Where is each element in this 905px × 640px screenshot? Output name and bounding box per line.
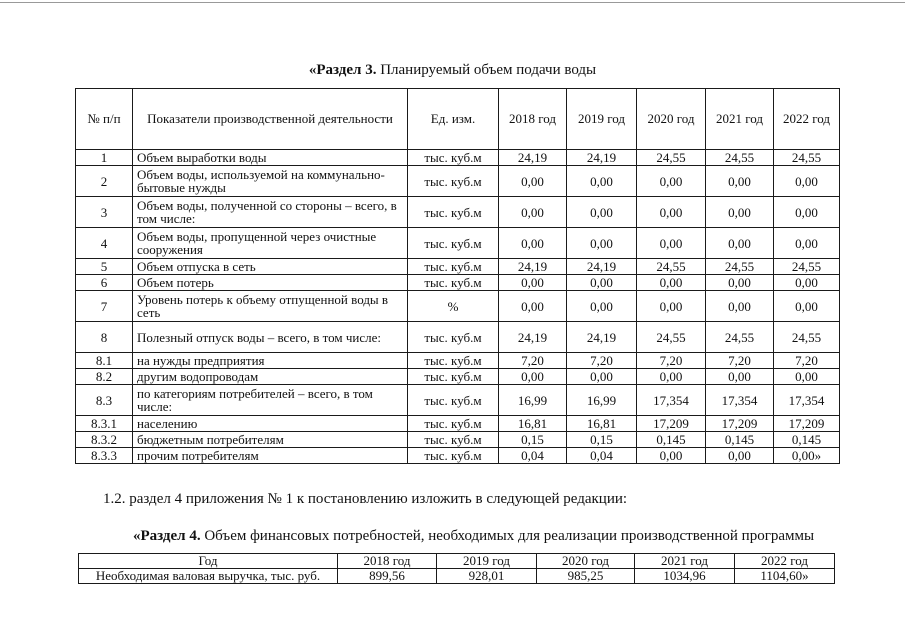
value-cell: 17,209 (774, 416, 840, 432)
unit-cell: тыс. куб.м (408, 432, 499, 448)
table-row (76, 259, 840, 275)
row-number: 6 (76, 275, 133, 291)
section-3-title-bold: «Раздел 3. (308, 62, 377, 78)
table-row (76, 228, 840, 259)
value-cell: 0,00 (706, 197, 774, 228)
value-cell: 0,00 (774, 275, 840, 291)
row-number: 8 (76, 322, 133, 353)
value-cell: 24,55 (706, 150, 774, 166)
water-supply-table (75, 88, 840, 464)
table-header-row (79, 554, 835, 569)
column-header: 2022 год (774, 89, 840, 150)
financial-needs-table (78, 553, 835, 584)
row-number: 5 (76, 259, 133, 275)
value-cell: 7,20 (499, 353, 567, 369)
column-header: 2020 год (637, 89, 706, 150)
row-number: 8.3.1 (76, 416, 133, 432)
value-cell: 17,209 (706, 416, 774, 432)
value-cell: 0,04 (567, 448, 637, 464)
indicator-name: Объем потерь (133, 275, 408, 291)
column-header: 2021 год (635, 554, 735, 569)
column-header: 2022 год (735, 554, 835, 569)
row-number: 8.3 (76, 385, 133, 416)
unit-cell: тыс. куб.м (408, 166, 499, 197)
table-row (76, 166, 840, 197)
row-number: 3 (76, 197, 133, 228)
value-cell: 0,00 (706, 291, 774, 322)
value-cell: 17,354 (774, 385, 840, 416)
value-cell: 24,19 (499, 322, 567, 353)
column-header: 2020 год (537, 554, 635, 569)
row-number: 8.3.2 (76, 432, 133, 448)
row-number: 7 (76, 291, 133, 322)
value-cell: 0,00 (637, 291, 706, 322)
value-cell: 0,00 (567, 275, 637, 291)
value-cell: 17,354 (706, 385, 774, 416)
value-cell: 24,55 (706, 322, 774, 353)
indicator-name: по категориям потребителей – всего, в том числе: (133, 385, 408, 416)
value-cell: 24,19 (499, 259, 567, 275)
indicator-name: Полезный отпуск воды – всего, в том числе: (133, 322, 408, 353)
column-header: 2018 год (338, 554, 437, 569)
value-cell: 24,19 (567, 322, 637, 353)
unit-cell: тыс. куб.м (408, 448, 499, 464)
unit-cell: тыс. куб.м (408, 228, 499, 259)
unit-cell: тыс. куб.м (408, 416, 499, 432)
value-cell: 0,145 (637, 432, 706, 448)
indicator-name: Объем выработки воды (133, 150, 408, 166)
value-cell: 0,00 (637, 228, 706, 259)
column-header: Ед. изм. (408, 89, 499, 150)
value-cell: 0,145 (706, 432, 774, 448)
table-row (76, 416, 840, 432)
value-cell: 0,15 (567, 432, 637, 448)
value-cell: 0,145 (774, 432, 840, 448)
value-cell: 24,55 (706, 259, 774, 275)
value-cell: 7,20 (774, 353, 840, 369)
unit-cell: тыс. куб.м (408, 150, 499, 166)
value-cell: 0,00 (567, 166, 637, 197)
value-cell: 0,00 (637, 166, 706, 197)
table-row (76, 150, 840, 166)
row-number: 4 (76, 228, 133, 259)
column-header: 2021 год (706, 89, 774, 150)
indicator-name: населению (133, 416, 408, 432)
value-cell: 0,00 (637, 197, 706, 228)
indicator-name: прочим потребителям (133, 448, 408, 464)
section-4-title-bold: «Раздел 4. (133, 528, 201, 544)
value-cell: 0,00 (637, 448, 706, 464)
value-cell: 24,55 (774, 150, 840, 166)
value-cell: 0,00 (774, 369, 840, 385)
value-cell: 0,00 (637, 275, 706, 291)
column-header: 2019 год (437, 554, 537, 569)
table-row (76, 197, 840, 228)
indicator-name: Объем воды, полученной со стороны – всего, в том числе: (133, 197, 408, 228)
page-top-edge (0, 2, 905, 3)
value-cell: 24,19 (499, 150, 567, 166)
indicator-name: бюджетным потребителям (133, 432, 408, 448)
table-row (79, 569, 835, 584)
value-cell: 17,209 (637, 416, 706, 432)
value-cell: 0,00 (567, 369, 637, 385)
value-cell: 0,00 (774, 228, 840, 259)
value-cell: 24,19 (567, 150, 637, 166)
unit-cell: тыс. куб.м (408, 322, 499, 353)
value-cell: 7,20 (637, 353, 706, 369)
instruction-paragraph: 1.2. раздел 4 приложения № 1 к постановлению изложить в следующей редакции: (103, 491, 628, 507)
section-3-title-text: Планируемый объем подачи воды (376, 62, 597, 78)
value-cell: 24,55 (774, 322, 840, 353)
value-cell: 16,81 (499, 416, 567, 432)
value-cell: 0,00 (706, 448, 774, 464)
column-header: 2019 год (567, 89, 637, 150)
indicator-name: Объем воды, пропущенной через очистные сооружения (133, 228, 408, 259)
indicator-name: Уровень потерь к объему отпущенной воды в сеть (133, 291, 408, 322)
value-cell: 0,00 (774, 197, 840, 228)
value-cell: 24,55 (637, 150, 706, 166)
table-header-row (76, 89, 840, 150)
value-cell: 1034,96 (635, 569, 735, 584)
unit-cell: тыс. куб.м (408, 385, 499, 416)
column-header: Показатели производственной деятельности (133, 89, 408, 150)
unit-cell: тыс. куб.м (408, 197, 499, 228)
value-cell: 0,00» (774, 448, 840, 464)
value-cell: 0,00 (499, 369, 567, 385)
column-header: Год (79, 554, 338, 569)
table-row (76, 369, 840, 385)
table-row (76, 291, 840, 322)
value-cell: 7,20 (567, 353, 637, 369)
value-cell: 0,00 (706, 166, 774, 197)
table-row (76, 322, 840, 353)
value-cell: 16,99 (499, 385, 567, 416)
value-cell: 0,00 (706, 369, 774, 385)
row-number: 8.2 (76, 369, 133, 385)
column-header: № п/п (76, 89, 133, 150)
row-number: 8.3.3 (76, 448, 133, 464)
value-cell: 0,15 (499, 432, 567, 448)
row-label: Необходимая валовая выручка, тыс. руб. (79, 569, 338, 584)
value-cell: 0,00 (499, 197, 567, 228)
value-cell: 0,00 (774, 291, 840, 322)
table-row (76, 353, 840, 369)
value-cell: 0,00 (499, 291, 567, 322)
value-cell: 24,55 (774, 259, 840, 275)
value-cell: 0,00 (706, 275, 774, 291)
value-cell: 0,00 (499, 228, 567, 259)
value-cell: 1104,60» (735, 569, 835, 584)
unit-cell: тыс. куб.м (408, 353, 499, 369)
column-header: 2018 год (499, 89, 567, 150)
value-cell: 0,00 (499, 275, 567, 291)
table-row (76, 448, 840, 464)
section-4-title-text: Объем финансовых потребностей, необходимых для реализации производственной программы (200, 528, 815, 544)
unit-cell: тыс. куб.м (408, 369, 499, 385)
table-row (76, 385, 840, 416)
value-cell: 928,01 (437, 569, 537, 584)
value-cell: 7,20 (706, 353, 774, 369)
unit-cell: % (408, 291, 499, 322)
indicator-name: другим водопроводам (133, 369, 408, 385)
value-cell: 0,00 (567, 197, 637, 228)
value-cell: 985,25 (537, 569, 635, 584)
value-cell: 0,04 (499, 448, 567, 464)
value-cell: 24,19 (567, 259, 637, 275)
indicator-name: Объем отпуска в сеть (133, 259, 408, 275)
value-cell: 0,00 (706, 228, 774, 259)
row-number: 1 (76, 150, 133, 166)
value-cell: 16,81 (567, 416, 637, 432)
indicator-name: на нужды предприятия (133, 353, 408, 369)
table-row (76, 432, 840, 448)
section-3-title (0, 61, 905, 79)
value-cell: 0,00 (567, 291, 637, 322)
unit-cell: тыс. куб.м (408, 259, 499, 275)
value-cell: 0,00 (499, 166, 567, 197)
row-number: 8.1 (76, 353, 133, 369)
value-cell: 0,00 (637, 369, 706, 385)
table-row (76, 275, 840, 291)
unit-cell: тыс. куб.м (408, 275, 499, 291)
value-cell: 24,55 (637, 322, 706, 353)
value-cell: 16,99 (567, 385, 637, 416)
row-number: 2 (76, 166, 133, 197)
section-4-title (133, 527, 814, 545)
value-cell: 0,00 (774, 166, 840, 197)
value-cell: 24,55 (637, 259, 706, 275)
value-cell: 899,56 (338, 569, 437, 584)
indicator-name: Объем воды, используемой на коммунально-бытовые нужды (133, 166, 408, 197)
value-cell: 0,00 (567, 228, 637, 259)
value-cell: 17,354 (637, 385, 706, 416)
